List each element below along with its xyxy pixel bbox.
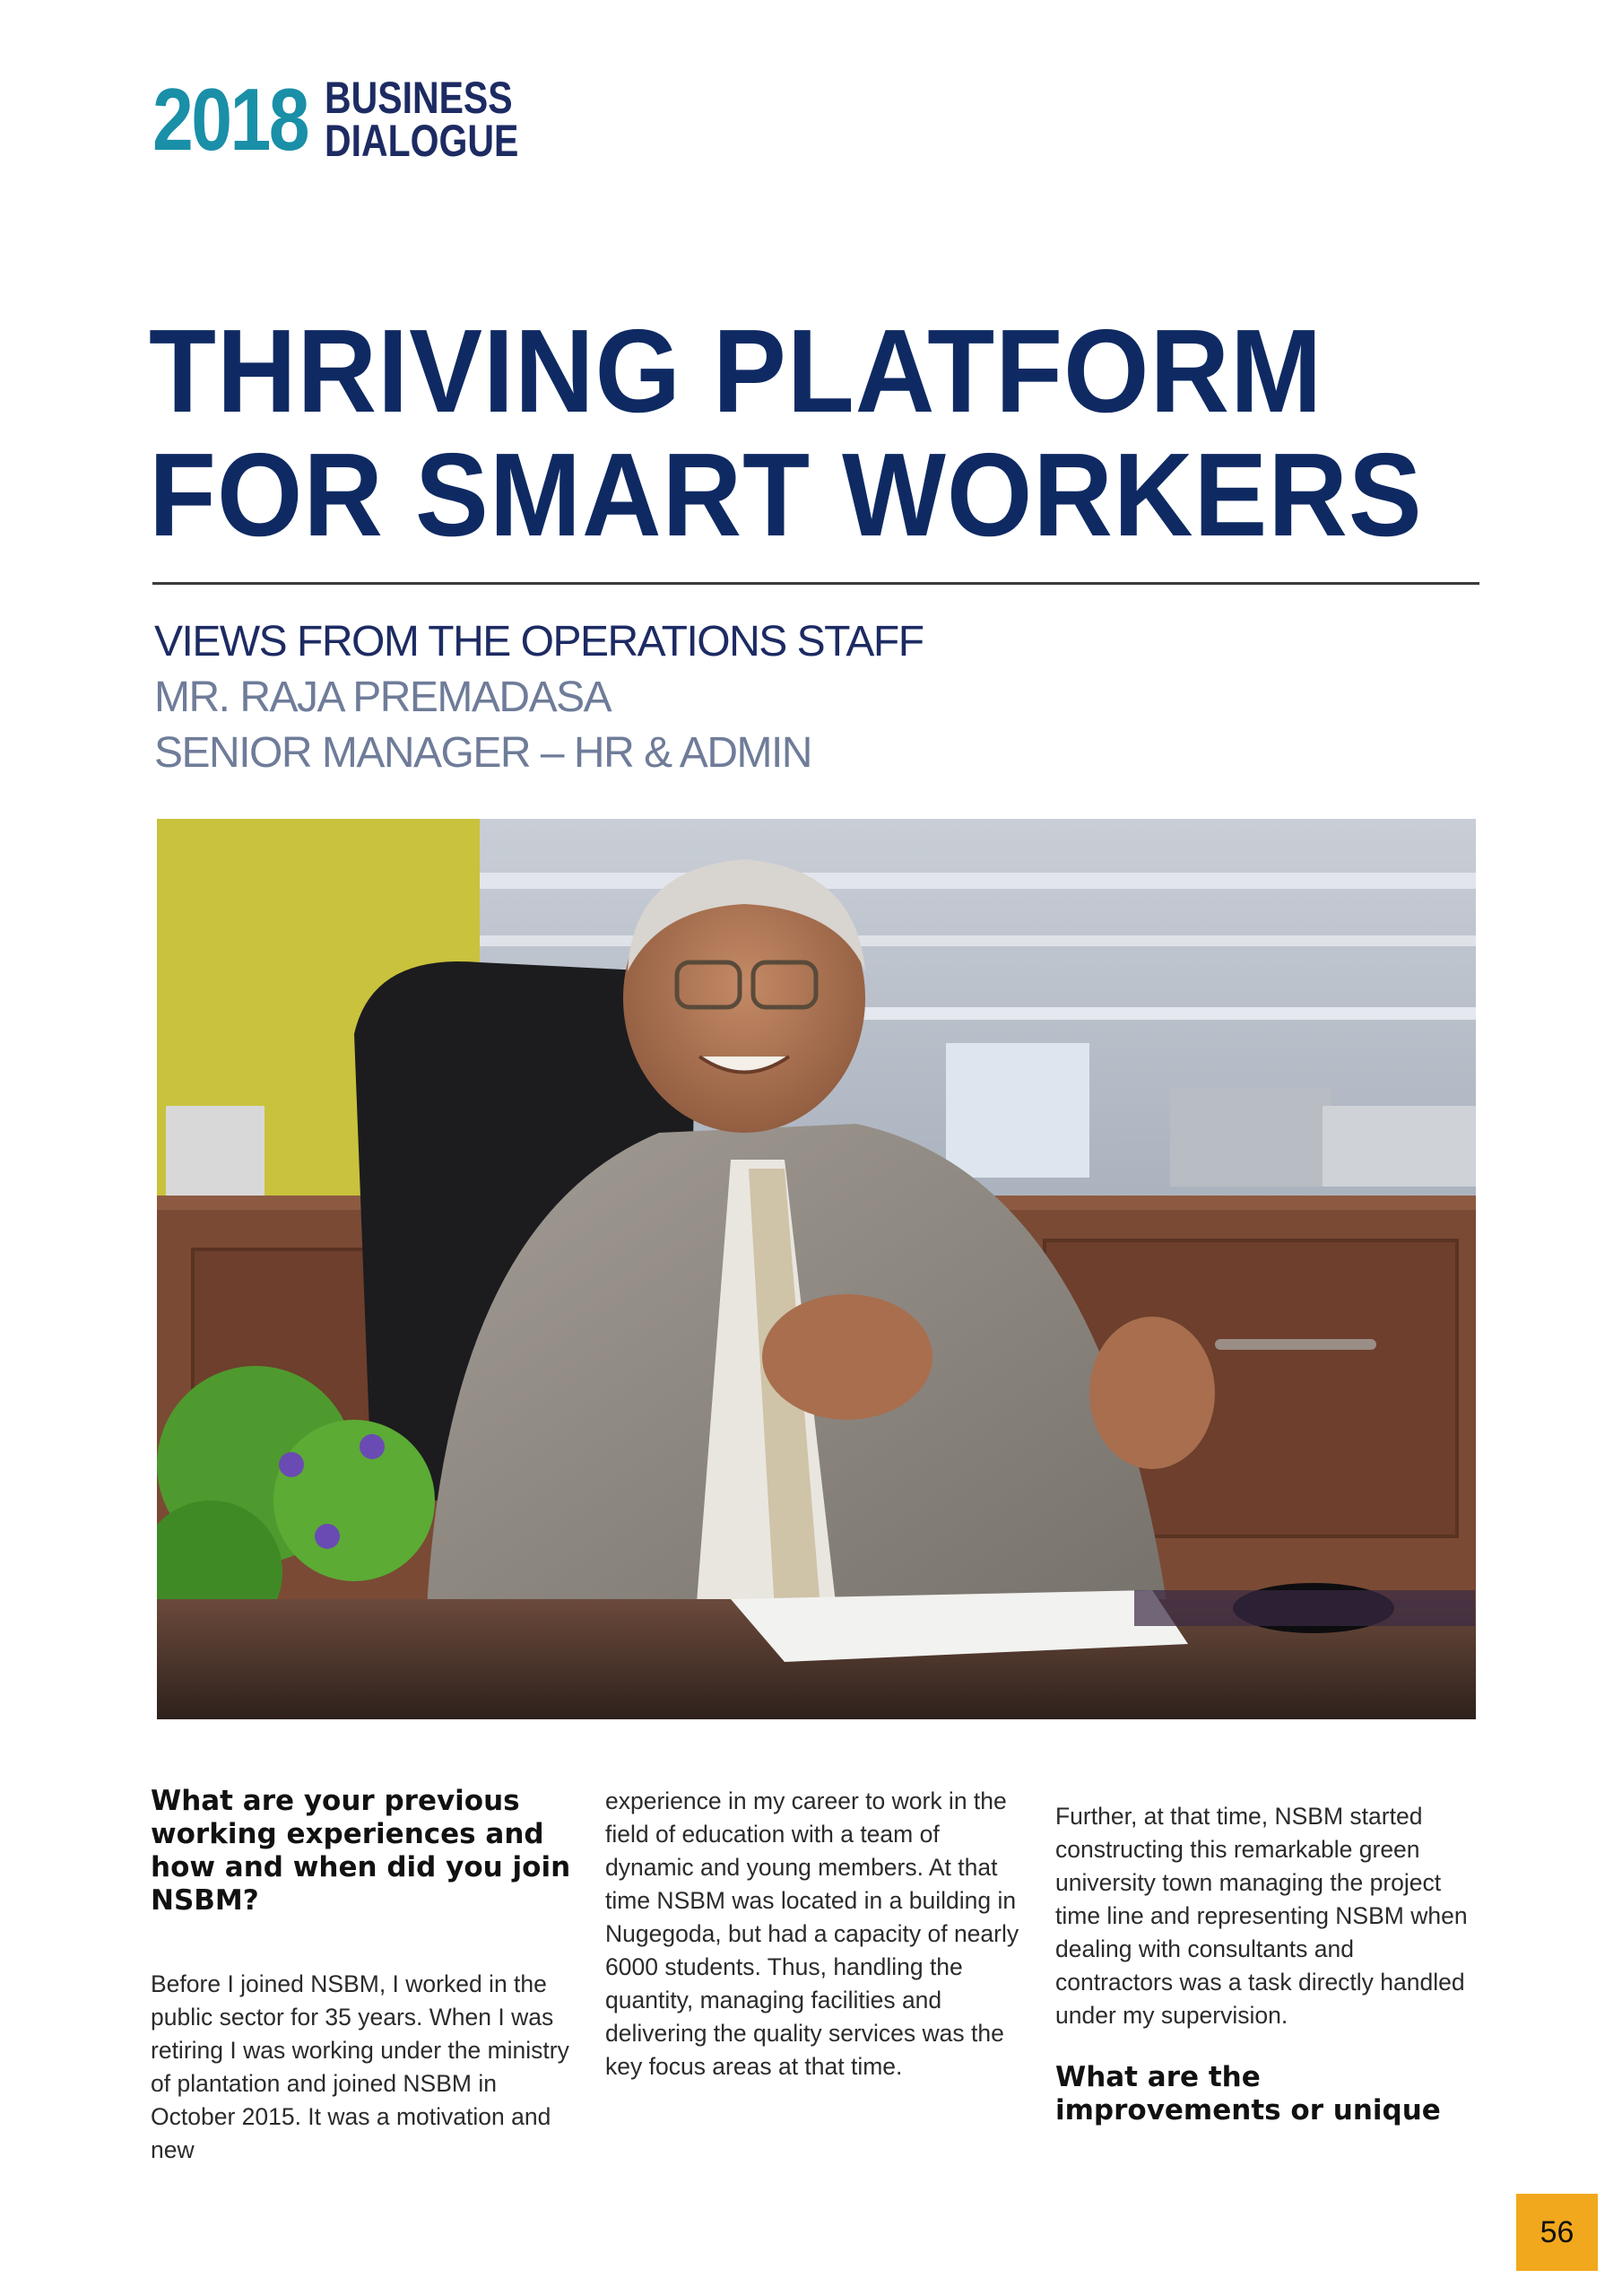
interview-question: What are your previous working experiences and how and when did you join NSBM? bbox=[151, 1785, 571, 1917]
headline-divider bbox=[152, 582, 1479, 585]
headline-line-1: THRIVING PLATFORM bbox=[149, 305, 1323, 437]
page-number-badge bbox=[1516, 2194, 1598, 2271]
article-column-1 bbox=[151, 1785, 572, 2167]
headline-line-2: FOR SMART WORKERS bbox=[149, 429, 1423, 561]
article-subheading bbox=[154, 614, 924, 781]
interview-answer-continued: experience in my career to work in the field of education with a team of dynamic and young members. At that time NSBM was located in a building in Nugegoda, but had a capacity of nearly 6000 students. Thus, handling the quantity, managing facilities and delivering the quality services was the key focus areas at that time. bbox=[605, 1787, 1019, 2080]
masthead-line-2: DIALOGUE bbox=[325, 116, 519, 166]
interview-answer-continued: Further, at that time, NSBM started constructing this remarkable green university town managing the project time line and representing NSBM when dealing with consultants and contractors was a task directly handled under my supervision. bbox=[1055, 1803, 1468, 2029]
article-column-2 bbox=[605, 1785, 1027, 2083]
portrait-illustration bbox=[157, 819, 1476, 1719]
interview-question: What are the improvements or unique bbox=[1055, 2061, 1441, 2126]
masthead-line-1: BUSINESS bbox=[325, 73, 513, 123]
masthead-title bbox=[325, 73, 561, 166]
section-label: VIEWS FROM THE OPERATIONS STAFF bbox=[154, 618, 924, 665]
interviewee-role: SENIOR MANAGER – HR & ADMIN bbox=[154, 729, 811, 777]
magazine-masthead bbox=[152, 70, 561, 169]
article-column-3 bbox=[1055, 1800, 1477, 2127]
interviewee-name: MR. RAJA PREMADASA bbox=[154, 674, 612, 721]
page-number: 56 bbox=[1540, 2214, 1574, 2249]
interview-answer: Before I joined NSBM, I worked in the public sector for 35 years. When I was retiring I was working under the ministry of plantation and joined NSBM in October 2015. It was a motivation and new bbox=[151, 1970, 569, 2163]
portrait-photo bbox=[157, 819, 1476, 1719]
masthead-year: 2018 bbox=[152, 70, 308, 169]
article-headline bbox=[149, 305, 1423, 561]
